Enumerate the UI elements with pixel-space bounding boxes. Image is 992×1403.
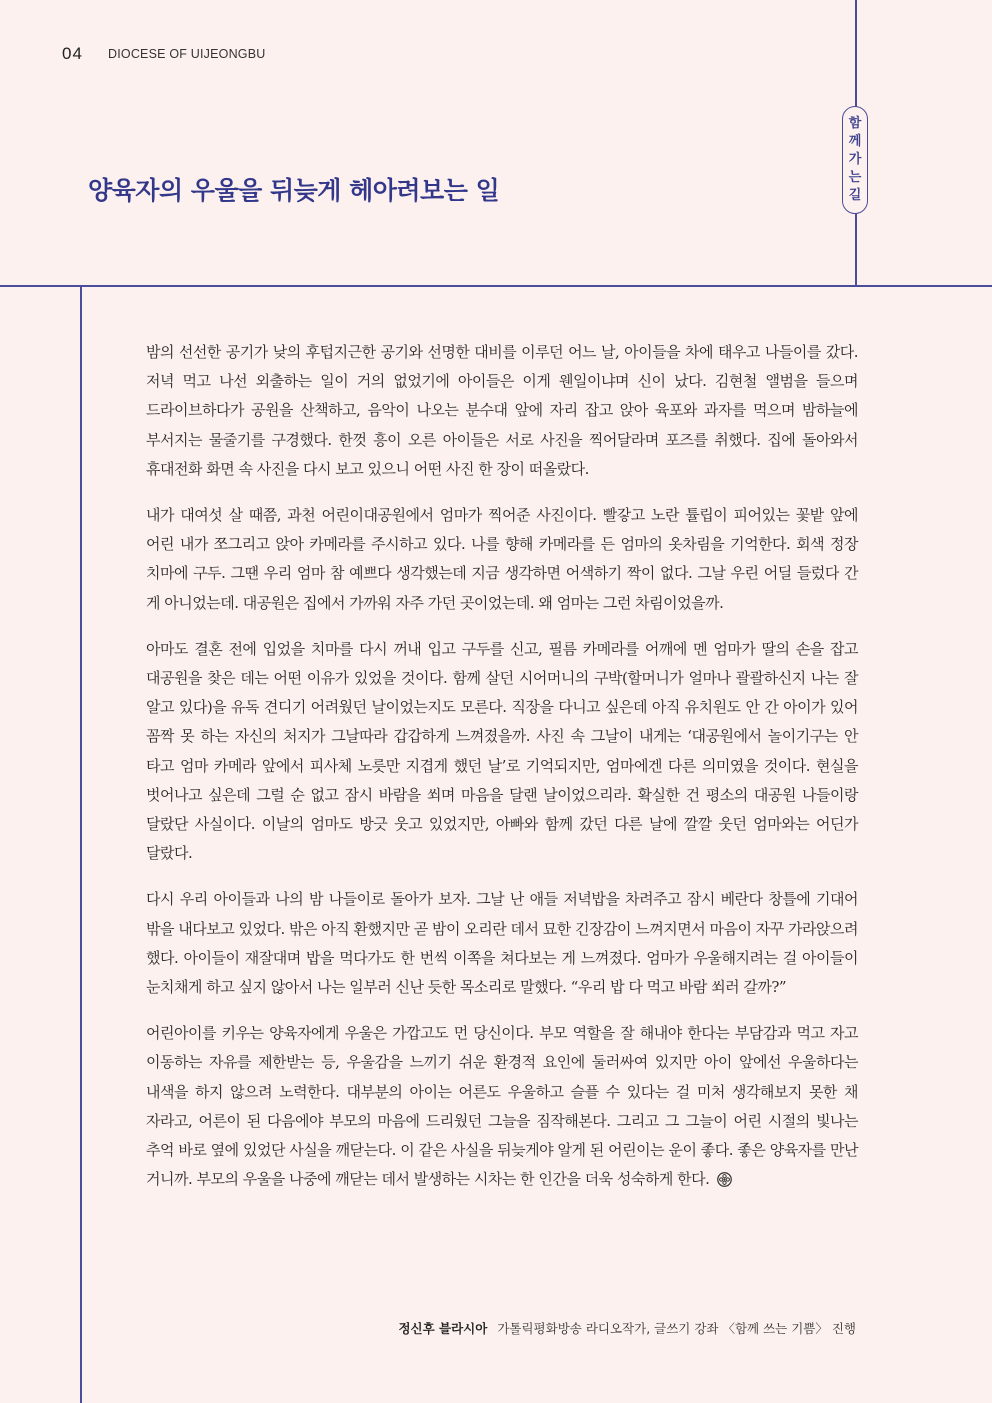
article-title: 양육자의 우울을 뒤늦게 헤아려보는 일 xyxy=(88,176,500,205)
article-paragraph-text: 어린아이를 키우는 양육자에게 우울은 가깝고도 먼 당신이다. 부모 역할을 잘 해내야 한다는 부담감과 먹고 자고 이동하는 자유를 제한받는 등, 우울감을 느끼기 쉬운 환경적 요인에 둘러싸여 있지만 아이 앞에선 우울하다는 내색을 하지 않으려 노력한다. 대부분의 아이는 어른도 우울하고 슬플 수 있다는 걸 미처 생각해보지 못한 채 자라고, 어른이 된 다음에야 부모의 마음에 드리웠던 그늘을 짐작해본다. 그리고 그 그늘이 어린 시절의 빛나는 추억 바로 옆에 있었단 사실을 깨닫는다. 이 같은 사실을 뒤늦게야 알게 된 어린이는 운이 좋다. 좋은 양육자를 만난 거니까. 부모의 우울을 나중에 깨닫는 데서 발생하는 시차는 한 인간을 더욱 성숙하게 한다. xyxy=(146,1024,858,1189)
horizontal-rule xyxy=(0,285,992,287)
article-paragraph: 밤의 선선한 공기가 낮의 후텁지근한 공기와 선명한 대비를 이루던 어느 날, 아이들을 차에 태우고 나들이를 갔다. 저녁 먹고 나선 외출하는 일이 거의 없었기에 아이들은 이게 웬일이냐며 신이 났다. 김현철 앨범을 들으며 드라이브하다가 공원을 산책하고, 음악이 나오는 분수대 앞에 자리 잡고 앉아 육포와 과자를 먹으며 밤하늘에 부서지는 물줄기를 구경했다. 한껏 흥이 오른 아이들은 서로 사진을 찍어달라며 포즈를 취했다. 집에 돌아와서 휴대전화 화면 속 사진을 다시 보고 있으니 어떤 사진 한 장이 떠올랐다. xyxy=(146,343,858,478)
article-paragraph: 아마도 결혼 전에 입었을 치마를 다시 꺼내 입고 구두를 신고, 필름 카메라를 어깨에 멘 엄마가 딸의 손을 잡고 대공원을 찾은 데는 어떤 이유가 있었을 것이다. 함께 살던 시어머니의 구박(할머니가 얼마나 괄괄하신지 나는 잘 알고 있다)을 유독 견디기 어려웠던 날이었는지도 모른다. 직장을 다니고 싶은데 아직 유치원도 안 간 아이가 있어 꼼짝 못 하는 자신의 처지가 그날따라 갑갑하게 느껴졌을까. 사진 속 그날이 내게는 ‘대공원에서 놀이기구는 안 타고 엄마 카메라 앞에서 피사체 노릇만 지겹게 했던 날’로 기억되지만, 엄마에겐 다른 의미였을 것이다. 현실을 벗어나고 싶은데 그럴 순 없고 잠시 바람을 쐬며 마음을 달랜 날이었으리라. 확실한 건 평소의 대공원 나들이랑 달랐단 사실이다. 이날의 엄마도 방긋 웃고 있었지만, 아빠와 함께 갔던 다른 날에 깔깔 웃던 엄마와는 어딘가 달랐다. xyxy=(146,639,858,863)
publisher-name: DIOCESE OF UIJEONGBU xyxy=(108,47,266,61)
flower-end-mark-icon xyxy=(717,1172,732,1187)
section-tab-label: 함께가는길 xyxy=(848,116,862,203)
section-tab xyxy=(842,106,868,214)
article-paragraph-last xyxy=(146,1019,858,1194)
author-name: 정신후 블라시아 xyxy=(398,1321,488,1336)
author-byline xyxy=(398,1319,856,1337)
article-body xyxy=(146,338,858,1211)
author-description: 가톨릭평화방송 라디오작가, 글쓰기 강좌 〈함께 쓰는 기쁨〉 진행 xyxy=(497,1321,856,1336)
left-vertical-rule xyxy=(80,285,82,1403)
article-paragraph: 다시 우리 아이들과 나의 밤 나들이로 돌아가 보자. 그날 난 애들 저녁밥을 차려주고 잠시 베란다 창틀에 기대어 밖을 내다보고 있었다. 밖은 아직 환했지만 곧 밤이 오리란 데서 묘한 긴장감이 느껴지면서 마음이 자꾸 가라앉으려 했다. 아이들이 재잘대며 밥을 먹다가도 한 번씩 이쪽을 쳐다보는 게 느껴졌다. 엄마가 우울해지려는 걸 아이들이 눈치채게 하고 싶지 않아서 나는 일부러 신난 듯한 목소리로 말했다. “우리 밥 다 먹고 바람 쐬러 갈까?” xyxy=(146,890,858,997)
page-number: 04 xyxy=(62,44,83,63)
article-paragraph: 내가 대여섯 살 때쯤, 과천 어린이대공원에서 엄마가 찍어준 사진이다. 빨갛고 노란 튤립이 피어있는 꽃밭 앞에 어린 내가 쪼그리고 앉아 카메라를 주시하고 있다. 나를 향해 카메라를 든 엄마의 옷차림을 기억한다. 회색 정장 치마에 구두. 그땐 우리 엄마 참 예쁘다 생각했는데 지금 생각하면 어색하기 짝이 없다. 그날 우린 어딜 들렀다 간 게 아니었는데. 대공원은 집에서 가까워 자주 가던 곳이었는데. 왜 엄마는 그런 차림이었을까. xyxy=(146,506,858,612)
